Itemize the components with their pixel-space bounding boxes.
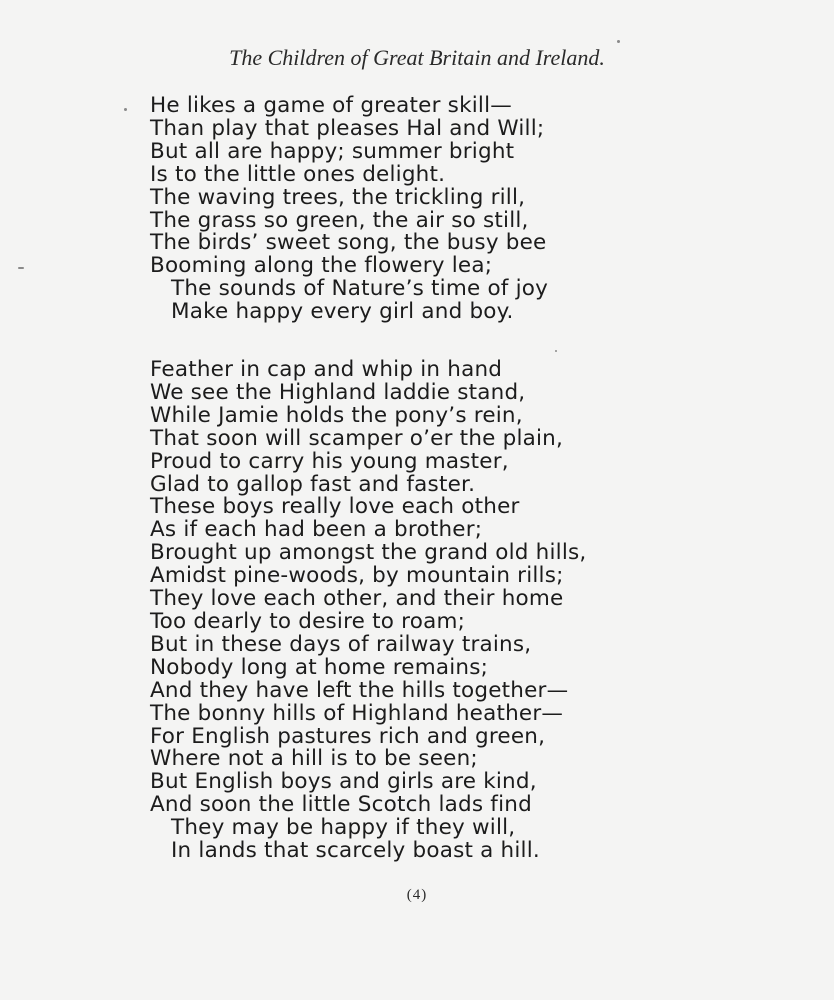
- poem-line: The waving trees, the trickling rill,: [150, 184, 526, 210]
- paper-speck: [18, 267, 24, 269]
- poem-line: And soon the little Scotch lads find: [150, 792, 532, 818]
- poem-line: He likes a game of greater skill—: [150, 93, 512, 118]
- poem-line: For English pastures rich and green,: [150, 723, 546, 749]
- poem-line-indented: They may be happy if they will,: [171, 815, 516, 841]
- poem-line: Glad to gallop fast and faster.: [150, 471, 476, 497]
- poem-line-indented: Make happy every girl and boy.: [171, 299, 514, 325]
- poem-line: Nobody long at home remains;: [150, 654, 489, 680]
- poem-line: While Jamie holds the pony’s rein,: [150, 402, 523, 428]
- poem-line: That soon will scamper o’er the plain,: [150, 425, 564, 451]
- poem-line: We see the Highland laddie stand,: [150, 379, 526, 405]
- poem-line: Brought up amongst the grand old hills,: [150, 540, 587, 566]
- poem-line: Too dearly to desire to roam;: [150, 608, 466, 634]
- poem-line: These boys really love each other: [150, 494, 520, 520]
- poem-line: They love each other, and their home: [150, 586, 564, 612]
- poem-line: But English boys and girls are kind,: [150, 769, 537, 795]
- paper-speck: [555, 350, 557, 352]
- poem-line: Is to the little ones delight.: [150, 161, 446, 187]
- poem-line: But all are happy; summer bright: [150, 138, 515, 164]
- poem-line: As if each had been a brother;: [150, 517, 483, 543]
- paper-speck: [617, 40, 620, 43]
- poem-line: Where not a hill is to be seen;: [150, 746, 478, 772]
- poem-line: Amidst pine-woods, by mountain rills;: [150, 563, 564, 589]
- poem-line: Proud to carry his young master,: [150, 448, 509, 474]
- paper-speck: [124, 108, 127, 111]
- poem-line: But in these days of railway trains,: [150, 631, 532, 657]
- poem-line: Feather in cap and whip in hand: [150, 357, 503, 382]
- stanza-2: [150, 359, 586, 863]
- stanza-1: [150, 95, 548, 324]
- poem-line: The birds’ sweet song, the busy bee: [150, 230, 547, 256]
- poem-line: The grass so green, the air so still,: [150, 207, 529, 233]
- running-head: The Children of Great Britain and Ireland.: [229, 45, 605, 70]
- poem-line-indented: The sounds of Nature’s time of joy: [171, 276, 549, 302]
- poem-line: And they have left the hills together—: [150, 677, 569, 703]
- page-number: (4): [406, 887, 428, 903]
- poem-line-indented: In lands that scarcely boast a hill.: [171, 838, 540, 864]
- poem-line: Booming along the flowery lea;: [150, 253, 493, 279]
- poem-line: Than play that pleases Hal and Will;: [150, 115, 545, 141]
- poem-line: The bonny hills of Highland heather—: [150, 700, 564, 726]
